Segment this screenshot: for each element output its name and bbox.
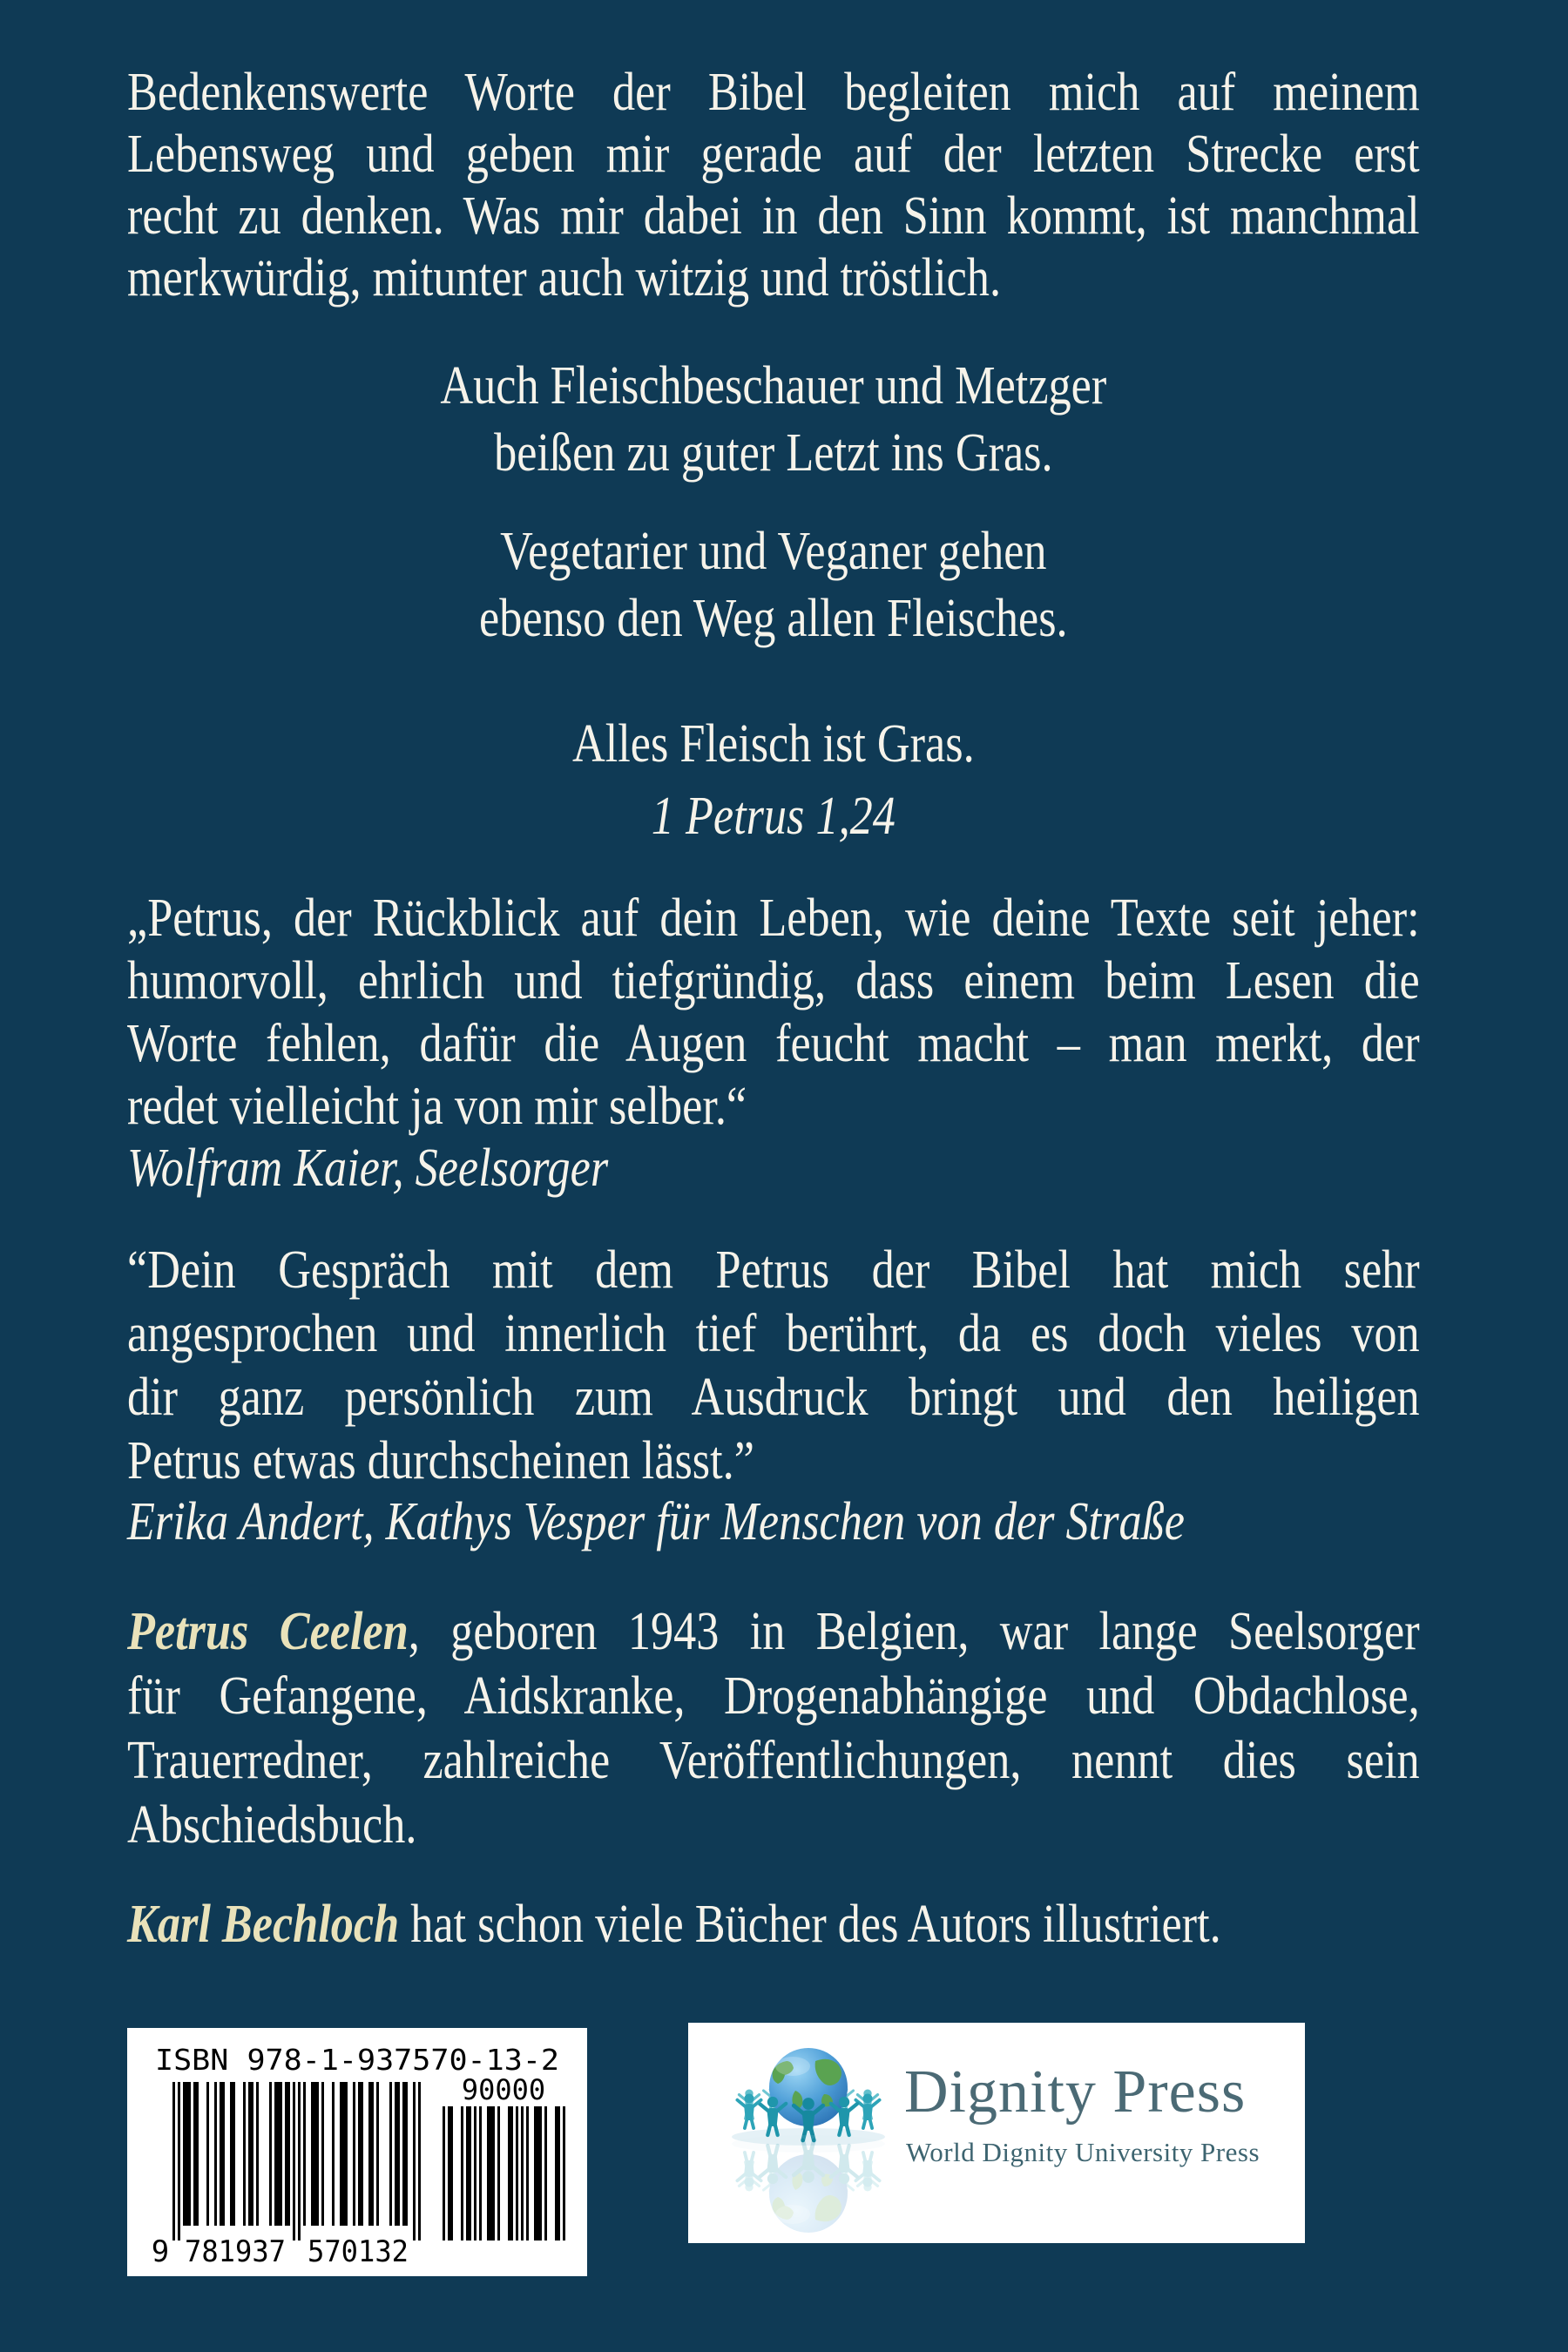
text-line: für Gefangene, Aidskranke, Drogenabhängige und Obdachlose,	[127, 1666, 1420, 1726]
text-line: recht zu denken. Was mir dabei in den Sinn kommt, ist manchmal	[127, 186, 1420, 246]
endorsement-1-attribution	[127, 1138, 1568, 1200]
bio-line-1	[127, 1599, 1420, 1664]
text-line: Abschiedsbuch.	[127, 1795, 417, 1855]
bio-line-1-rest: , geboren 1943 in Belgien, war lange Seelsorger	[408, 1602, 1420, 1661]
text-line: Lebensweg und geben mir gerade auf der letzten Strecke erst	[127, 125, 1420, 184]
endorsement-2-attribution	[127, 1491, 1568, 1553]
intro-paragraph	[127, 62, 1568, 309]
illustrator-rest: hat schon viele Bücher des Autors illustriert.	[399, 1895, 1221, 1954]
text-line: Petrus etwas durchscheinen lässt.”	[127, 1431, 754, 1490]
text-line: Bedenkenswerte Worte der Bibel begleiten mich auf meinem	[127, 63, 1420, 122]
text-line: Trauerredner, zahlreiche Veröffentlichungen, nennt dies sein	[127, 1731, 1420, 1790]
text-line: Worte fehlen, dafür die Augen feucht macht – man merkt, der	[127, 1014, 1420, 1073]
text-line: Auch Fleischbeschauer und Metzger	[440, 356, 1107, 416]
scripture-text: Alles Fleisch ist Gras.	[572, 714, 975, 774]
text-line: ebenso den Weg allen Fleisches.	[479, 589, 1068, 648]
scripture-quote	[127, 713, 1568, 848]
scripture-reference: 1 Petrus 1,24	[651, 787, 896, 846]
text-line: beißen zu guter Letzt ins Gras.	[494, 423, 1053, 483]
verse-fleischbeschauer	[127, 353, 1568, 487]
publisher-subtitle: World Dignity University Press	[906, 2137, 1260, 2167]
text-line: humorvoll, ehrlich und tiefgründig, dass einem beim Lesen die	[127, 951, 1420, 1010]
publisher-logo-box	[688, 2023, 1305, 2243]
ean-digits-left-group: 781937	[185, 2234, 286, 2266]
ean-digits-right-group: 570132	[308, 2234, 409, 2266]
text-line: Vegetarier und Veganer gehen	[500, 522, 1047, 581]
text-line: dir ganz persönlich zum Ausdruck bringt und den heiligen	[127, 1368, 1420, 1427]
endorsement-quote-2	[127, 1239, 1568, 1493]
ean13-barcode	[138, 2038, 577, 2266]
globe-with-people-icon	[713, 2026, 904, 2240]
verse-vegetarier	[127, 518, 1568, 652]
illustrator-line	[127, 1894, 1420, 1956]
attribution-text: Wolfram Kaier, Seelsorger	[127, 1139, 609, 1198]
text-line: redet vielleicht ja von mir selber.“	[127, 1077, 747, 1136]
publisher-name: Dignity Press	[904, 2058, 1247, 2126]
text-line: “Dein Gespräch mit dem Petrus der Bibel hat mich sehr	[127, 1240, 1420, 1300]
author-name: Petrus Ceelen	[127, 1602, 409, 1661]
bio-continued	[127, 1664, 1568, 1857]
text-line: merkwürdig, mitunter auch witzig und tröstlich.	[127, 248, 1002, 308]
illustrator-note	[127, 1894, 1568, 1956]
price-code: 90000	[461, 2073, 546, 2106]
isbn-barcode	[127, 2028, 587, 2276]
text-line: „Petrus, der Rückblick auf dein Leben, wie deine Texte seit jeher:	[127, 889, 1420, 948]
endorsement-quote-1	[127, 887, 1568, 1138]
isbn-number: ISBN 978-1-937570-13-2	[155, 2043, 559, 2077]
attribution-text: Erika Andert, Kathys Vesper für Menschen von der Straße	[127, 1492, 1186, 1551]
ean-digit-9: 9	[151, 2234, 170, 2266]
illustrator-name: Karl Bechloch	[127, 1895, 400, 1954]
author-bio	[127, 1599, 1568, 1857]
text-line: angesprochen und innerlich tief berührt, da es doch vieles von	[127, 1304, 1420, 1363]
